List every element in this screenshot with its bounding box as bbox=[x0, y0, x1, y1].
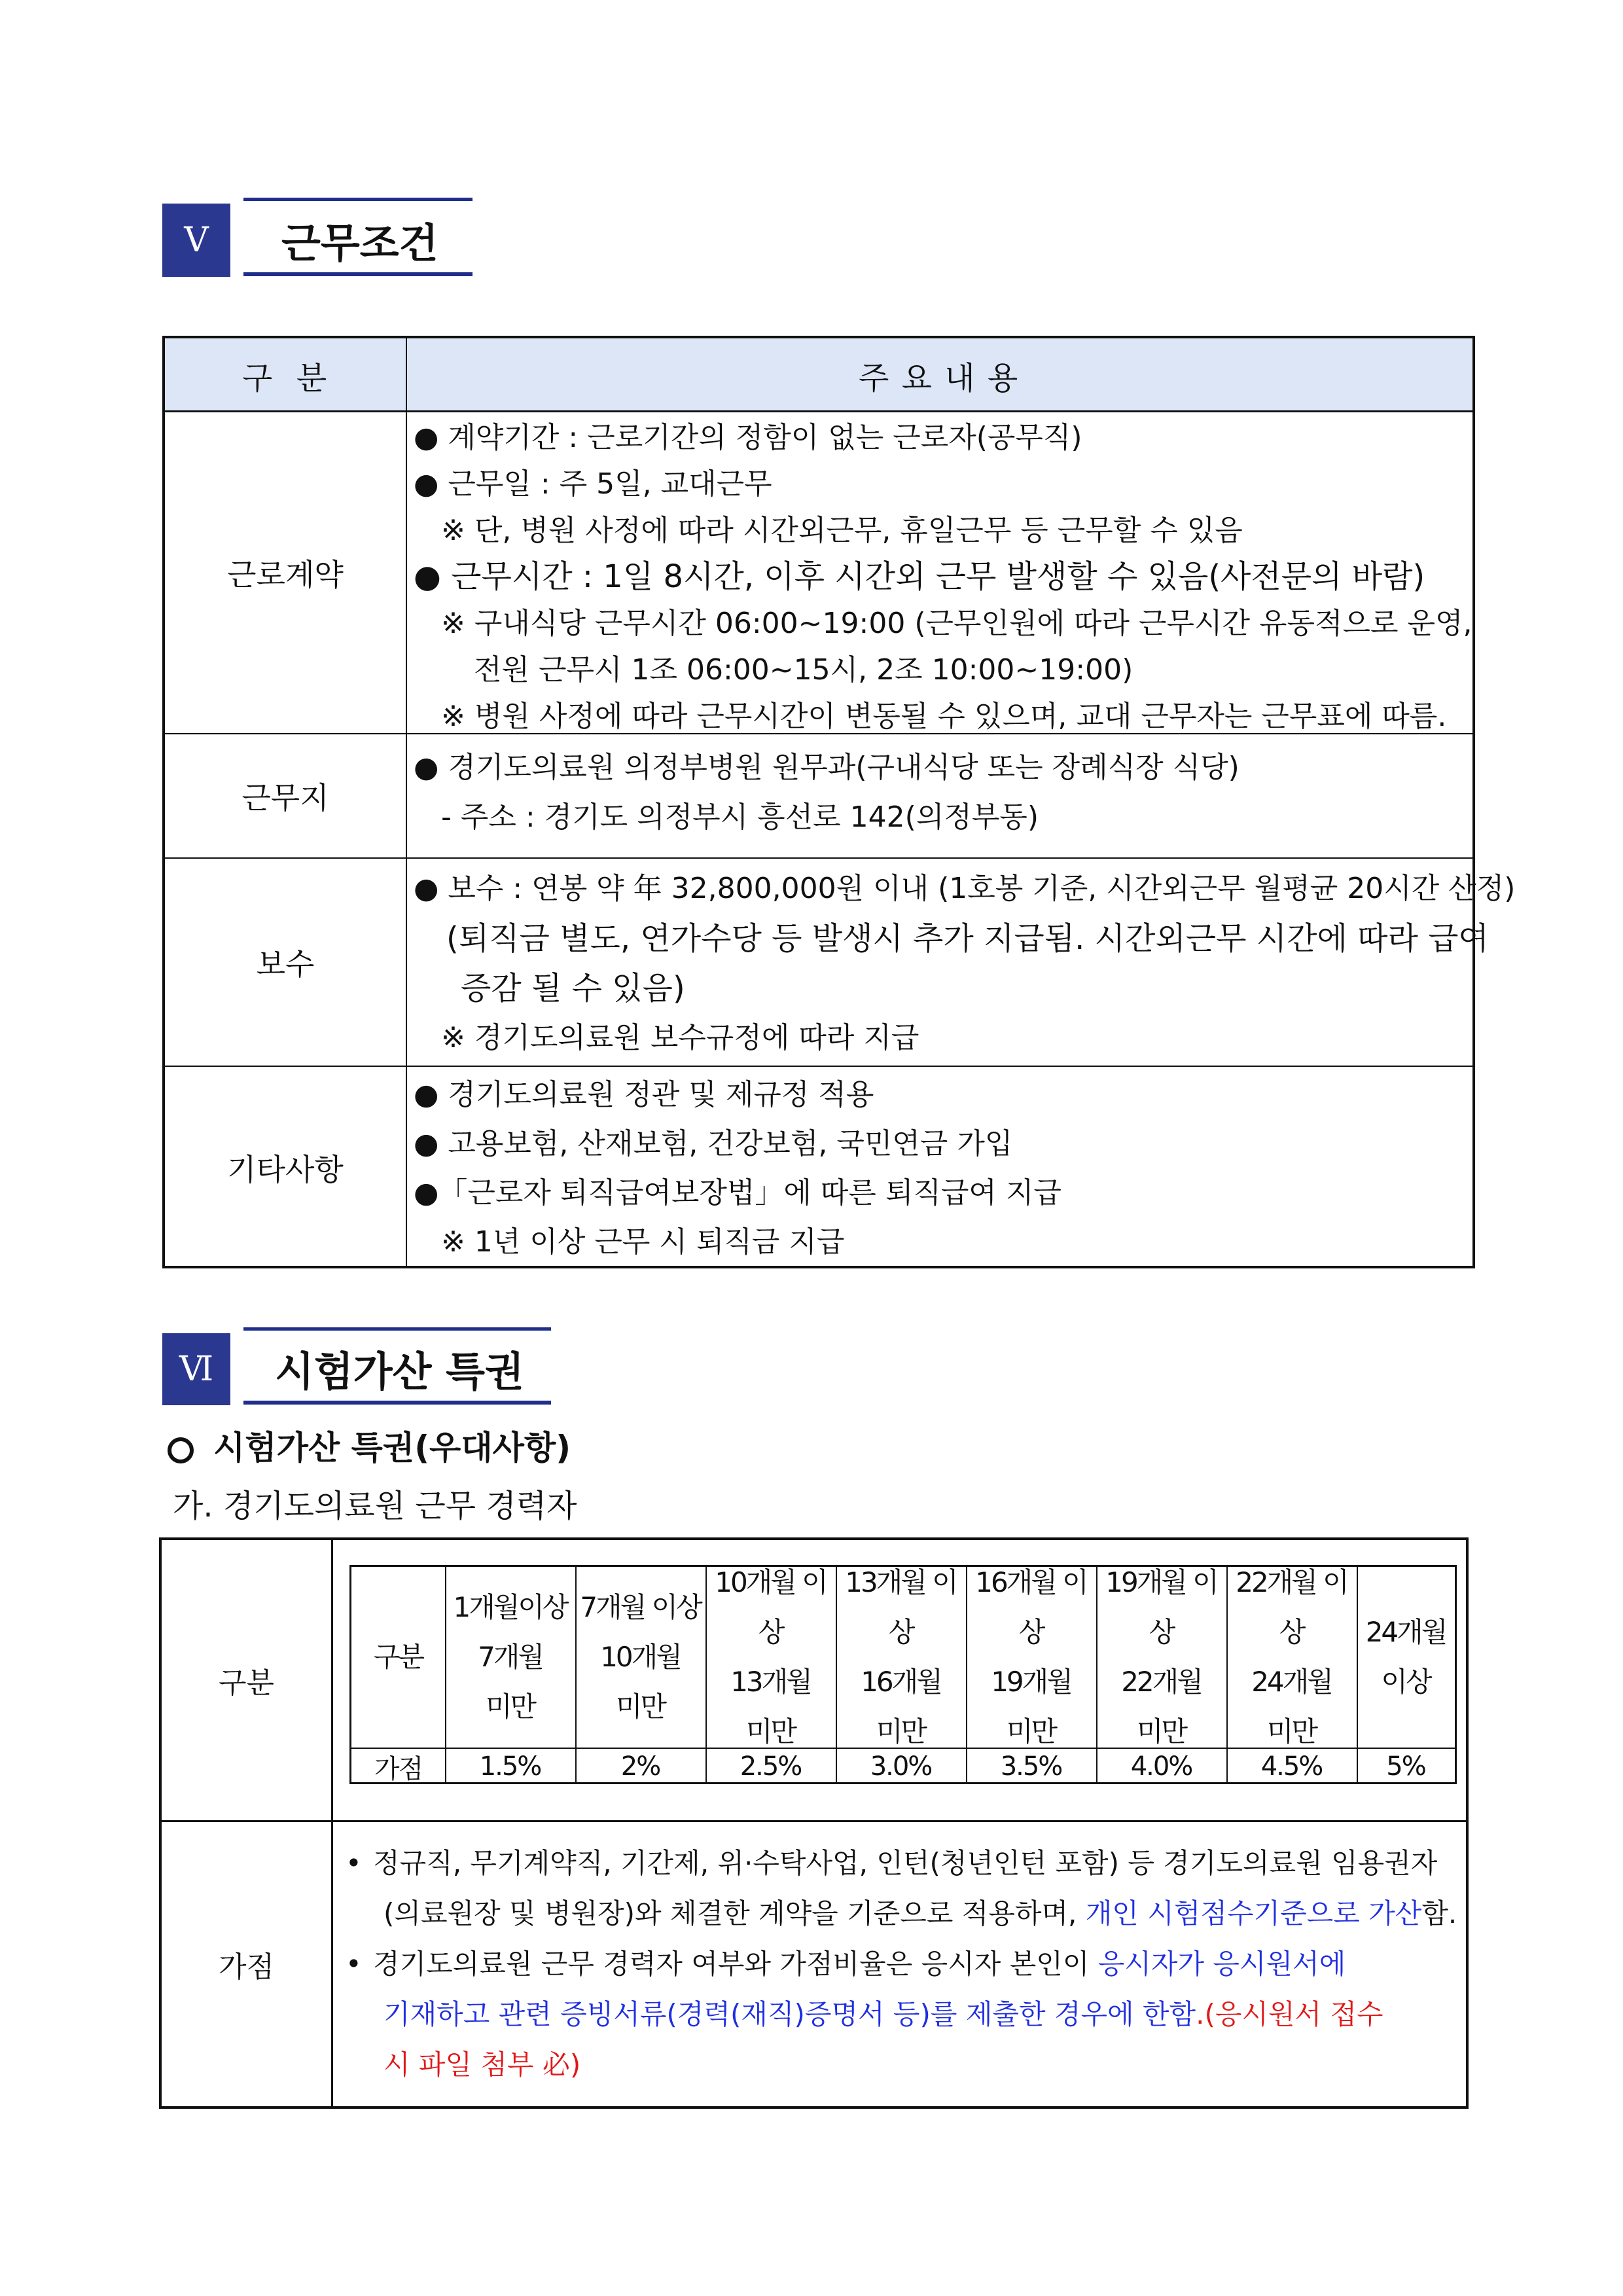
note-line bbox=[346, 1838, 1454, 1888]
content-line: - 주소 : 경기도 의정부시 흥선로 142(의정부동) bbox=[441, 800, 1039, 834]
section5-title-top-line bbox=[243, 198, 473, 201]
content-line: ● 경기도의료원 정관 및 제규정 적용 bbox=[414, 1078, 874, 1111]
period-line: 16개월 이상 bbox=[975, 1566, 1087, 1648]
section6-title-top-line bbox=[243, 1327, 551, 1331]
content-line: ● 경기도의료원 의정부병원 원무과(구내식당 또는 장례식장 식당) bbox=[414, 751, 1240, 784]
points-value: 5% bbox=[1386, 1751, 1425, 1782]
period-header bbox=[1096, 1567, 1226, 1748]
bonus-heading-text: 시험가산 특권(우대사항) bbox=[213, 1429, 571, 1467]
period-line: 22개월 이상 bbox=[1236, 1566, 1347, 1648]
content-line: ※ 단, 병원 사정에 따라 시간외근무, 휴일근무 등 근무할 수 있음 bbox=[441, 514, 1243, 547]
points-value: 4.0% bbox=[1130, 1751, 1192, 1782]
note-highlight-red: .(응시원서 접수 bbox=[1196, 1998, 1383, 2030]
period-line: 미만 bbox=[745, 1715, 796, 1748]
row-divider bbox=[162, 1820, 1466, 1822]
period-header bbox=[1226, 1567, 1357, 1748]
content-line: ※ 1년 이상 근무 시 퇴직금 지급 bbox=[441, 1225, 845, 1259]
row-content-etc bbox=[414, 1070, 1457, 1266]
circle-bullet-icon bbox=[168, 1437, 194, 1463]
note-highlight-blue: 응시자가 응시원서에 bbox=[1097, 1948, 1346, 1980]
content-line: ● 근무시간 : 1일 8시간, 이후 시간외 근무 발생할 수 있음(사전문의 바람) bbox=[414, 558, 1425, 595]
note-highlight-blue: 기재하고 관련 증빙서류(경력(재직)증명서 등)를 제출한 경우에 한함 bbox=[383, 1998, 1196, 2030]
points-value: 2.5% bbox=[740, 1751, 802, 1782]
inner-header-corner: 구분 bbox=[373, 1641, 423, 1673]
period-header bbox=[1357, 1567, 1455, 1748]
row-category-etc: 기타사항 bbox=[227, 1152, 344, 1187]
section6-title: 시험가산 특권 bbox=[275, 1348, 524, 1395]
content-line: (퇴직금 별도, 연가수당 등 발생시 추가 지급됨. 시간외근무 시간에 따라 급여 bbox=[446, 920, 1489, 957]
period-line: 미만 bbox=[615, 1691, 666, 1723]
content-line: ● 근무일 : 주 5일, 교대근무 bbox=[414, 467, 772, 501]
section5-title-bottom-line bbox=[243, 272, 473, 276]
note-line bbox=[346, 2039, 1454, 2090]
row-content-salary bbox=[414, 864, 1516, 1063]
header-category: 구 분 bbox=[242, 360, 329, 397]
content-line: 전원 근무시 1조 06:00~15시, 2조 10:00~19:00) bbox=[474, 653, 1133, 687]
career-points-table bbox=[349, 1565, 1457, 1784]
section6-title-bottom-line bbox=[243, 1401, 551, 1405]
row-content-workplace bbox=[414, 743, 1457, 842]
bonus-table bbox=[159, 1537, 1469, 2109]
period-line: 미만 bbox=[1266, 1715, 1317, 1748]
section6-number: Ⅵ bbox=[179, 1350, 214, 1389]
note-line bbox=[346, 1888, 1457, 1939]
period-line: 19개월 이상 bbox=[1105, 1566, 1217, 1648]
content-line: ● 계약기간 : 근로기간의 정함이 없는 근로자(공무직) bbox=[414, 421, 1082, 454]
note-highlight-red: 시 파일 첨부 必) bbox=[383, 2049, 581, 2081]
section6-number-box bbox=[162, 1333, 230, 1405]
content-line: ●「근로자 퇴직급여보장법」에 따른 퇴직급여 지급 bbox=[414, 1176, 1061, 1210]
row-label-points: 가점 bbox=[218, 1950, 274, 1984]
note-line bbox=[346, 1939, 1454, 1989]
header-content: 주 요 내 용 bbox=[859, 360, 1020, 397]
bullet-dot: • bbox=[346, 1948, 362, 1980]
section5-number: Ⅴ bbox=[184, 221, 209, 260]
bonus-notes bbox=[346, 1838, 1457, 2090]
note-text: (의료원장 및 병원장)와 체결한 계약을 기준으로 적용하며, bbox=[383, 1897, 1086, 1929]
period-line: 22개월 bbox=[1121, 1666, 1202, 1698]
points-label: 가점 bbox=[374, 1753, 423, 1784]
table-header-row bbox=[165, 338, 1472, 412]
period-line: 24개월 bbox=[1251, 1666, 1332, 1698]
row-label-category: 구분 bbox=[218, 1666, 274, 1700]
points-value: 4.5% bbox=[1260, 1751, 1323, 1782]
note-line bbox=[346, 1989, 1454, 2039]
period-line: 13개월 bbox=[730, 1666, 811, 1698]
row-category-salary: 보수 bbox=[256, 946, 315, 982]
content-line: ● 고용보험, 산재보험, 건강보험, 국민연금 가입 bbox=[414, 1127, 1013, 1160]
table-column-divider bbox=[331, 1540, 333, 2106]
section5-number-box bbox=[162, 204, 230, 277]
period-line: 7개월 이상 bbox=[580, 1591, 701, 1623]
period-header bbox=[966, 1567, 1096, 1748]
row-category-contract: 근로계약 bbox=[227, 557, 344, 592]
period-line: 13개월 이상 bbox=[845, 1566, 957, 1648]
period-header bbox=[836, 1567, 966, 1748]
period-header bbox=[445, 1567, 575, 1748]
period-line: 10개월 이상 bbox=[715, 1566, 827, 1648]
row-category-workplace: 근무지 bbox=[241, 780, 329, 816]
note-text: 경기도의료원 근무 경력자 여부와 가점비율은 응시자 본인이 bbox=[373, 1948, 1098, 1980]
points-value: 1.5% bbox=[479, 1751, 541, 1782]
points-value: 3.5% bbox=[1000, 1751, 1062, 1782]
table-column-divider bbox=[406, 338, 407, 1266]
work-conditions-table bbox=[162, 336, 1516, 1268]
note-text: 정규직, 무기계약직, 기간제, 위·수탁사업, 인턴(청년인턴 포함) 등 경기도의료원 임용권자 bbox=[373, 1847, 1438, 1879]
period-line: 미만 bbox=[876, 1715, 926, 1748]
content-line: ※ 구내식당 근무시간 06:00~19:00 (근무인원에 따라 근무시간 유동적으로 운영, bbox=[441, 607, 1472, 640]
period-line: 24개월 bbox=[1365, 1616, 1446, 1648]
content-line: ※ 경기도의료원 보수규정에 따라 지급 bbox=[441, 1021, 919, 1054]
points-value: 3.0% bbox=[870, 1751, 932, 1782]
period-header bbox=[705, 1567, 836, 1748]
period-header bbox=[575, 1567, 705, 1748]
bonus-heading bbox=[164, 1422, 571, 1469]
row-content-contract bbox=[414, 414, 1472, 740]
content-line: ● 보수 : 연봉 약 年 32,800,000원 이내 (1호봉 기준, 시간외근무 월평균 20시간 산정) bbox=[414, 872, 1516, 905]
period-line: 미만 bbox=[1136, 1715, 1186, 1748]
points-value: 2% bbox=[620, 1751, 660, 1782]
period-line: 16개월 bbox=[861, 1666, 941, 1698]
content-line: 증감 될 수 있음) bbox=[461, 970, 685, 1007]
period-line: 이상 bbox=[1381, 1666, 1431, 1698]
period-line: 1개월이상 bbox=[453, 1591, 567, 1623]
section5-title: 근무조건 bbox=[281, 219, 438, 267]
period-line: 19개월 bbox=[991, 1666, 1071, 1698]
period-line: 미만 bbox=[1006, 1715, 1056, 1748]
bonus-subheading: 가. 경기도의료원 근무 경력자 bbox=[173, 1488, 577, 1524]
period-line: 10개월 bbox=[600, 1641, 681, 1673]
period-line: 미만 bbox=[485, 1691, 535, 1723]
content-line: ※ 병원 사정에 따라 근무시간이 변동될 수 있으며, 교대 근무자는 근무표에 따름. bbox=[441, 700, 1447, 733]
bullet-dot: • bbox=[346, 1847, 362, 1879]
note-text: 함. bbox=[1421, 1897, 1457, 1929]
period-line: 7개월 bbox=[478, 1641, 543, 1673]
note-highlight-blue: 개인 시험점수기준으로 가산 bbox=[1085, 1897, 1422, 1929]
